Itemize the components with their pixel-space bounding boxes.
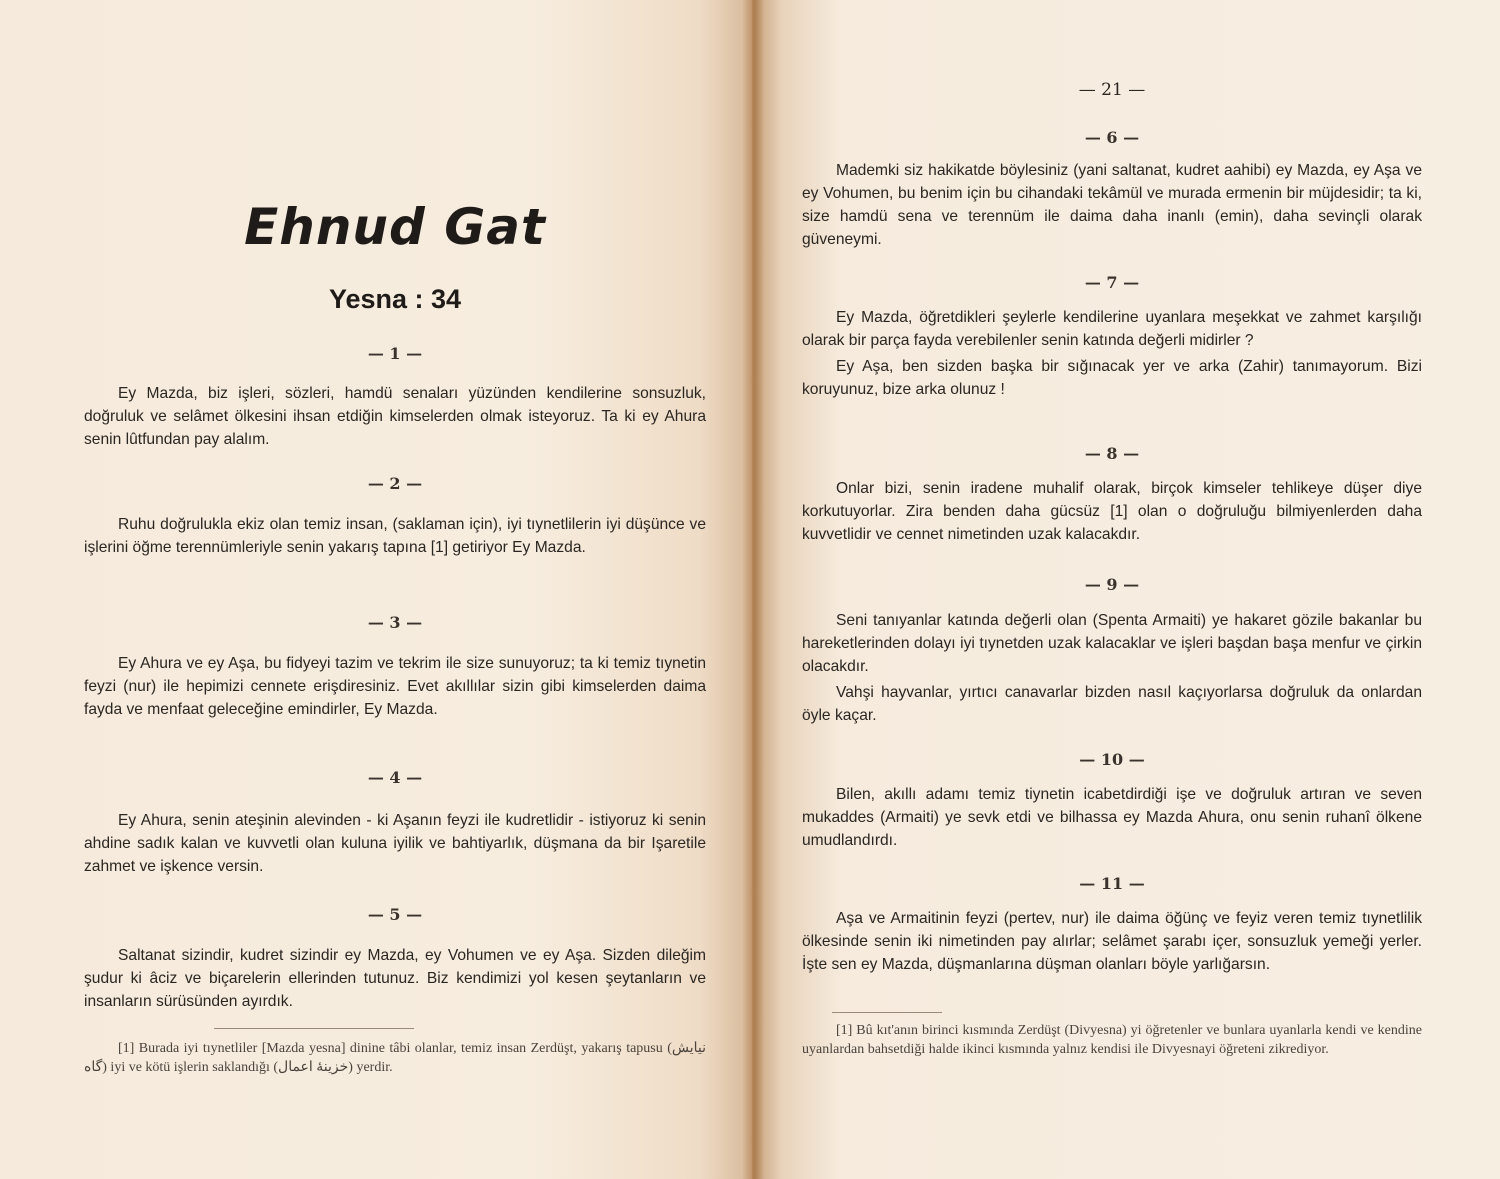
footnote: [1] Burada iyi tıynetliler [Mazda yesna] dinine tâbi olanlar, temiz insan Zerdüşt, yakarış tapusu (نيايش گاه) iyi ve kötü işlerin saklandığı (خزينهٔ اعمال) yerdir.	[84, 1041, 706, 1075]
footnote-block	[802, 1012, 1422, 1059]
section-paragraph: Vahşi hayvanlar, yırtıcı canavarlar bizden nasıl kaçıyorlarsa doğruluk da onlardan öyle kaçar.	[802, 684, 1422, 724]
section-paragraph: Ey Mazda, biz işleri, sözleri, hamdü senaları yüzünden kendilerine sonsuzluk, doğruluk ve selâmet ölkesini ihsan etdiğin kimselerden olmak isteyoruz. Ta ki ey Ahura senin lûtfundan pay alalım.	[84, 385, 706, 448]
section-heading: — 5 —	[367, 905, 423, 924]
section-heading: — 4 —	[367, 768, 423, 787]
section-10	[802, 750, 1422, 852]
section-heading: — 9 —	[1084, 575, 1140, 594]
section-1	[84, 344, 706, 451]
section-heading: — 2 —	[367, 474, 423, 493]
footnote-block	[84, 1028, 706, 1077]
section-heading: — 7 —	[1084, 273, 1140, 292]
page-number: — 21 —	[1078, 80, 1146, 100]
section-paragraph: Seni tanıyanlar katında değerli olan (Spenta Armaiti) ye hakaret gözile bakanlar bu hareketlerinden dolayı iyi tıynetden uzak kalacaklar ve işleri başdan başa menfur ve çirkin olacakdır.	[802, 612, 1422, 675]
section-6	[802, 128, 1422, 251]
section-paragraph: Ey Ahura ve ey Aşa, bu fidyeyi tazim ve tekrim ile size sunuyoruz; ta ki temiz tıynetin feyzi (nur) ile hepimizi cennete erişdiresiniz. Evet akıllılar sizin gibi kimselerden daima fayda ve menfaat geleceğine emindirler, Ey Mazda.	[84, 655, 706, 718]
section-paragraph: Onlar bizi, senin iradene muhalif olarak, birçok kimseler tehlikeye düşer diye korkutuyorlar. Zira benden daha gücsüz [1] olan o doğruluğu bilmiyenlerden daha kuvvetlidir ve cennet nimetinden uzak kalacakdır.	[802, 480, 1422, 543]
section-8	[802, 444, 1422, 546]
section-2	[84, 474, 706, 559]
section-heading: — 1 —	[367, 344, 423, 363]
book-title: Ehnud Gat	[244, 198, 546, 256]
section-heading: — 10 —	[1079, 750, 1145, 769]
book-gutter	[742, 0, 764, 1179]
book-subtitle: Yesna : 34	[328, 284, 462, 314]
section-heading: — 11 —	[1079, 874, 1145, 893]
section-heading: — 8 —	[1084, 444, 1140, 463]
section-4	[84, 768, 706, 878]
section-paragraph: Ey Aşa, ben sizden başka bir sığınacak yer ve arka (Zahir) tanımayorum. Bizi koruyunuz, bize arka olunuz !	[802, 358, 1422, 398]
right-page	[752, 0, 1500, 1179]
section-paragraph: Bilen, akıllı adamı temiz tiynetin icabetdirdiği işe ve doğruluk artıran ve seven mukaddes (Armaiti) ye sevk etdi ve bilhassa ey Mazda Ahura, onu senin ruhanî ölkene umudlandırdı.	[802, 786, 1422, 849]
section-paragraph: Aşa ve Armaitinin feyzi (pertev, nur) ile daima öğünç ve feyiz veren temiz tıynetlilik ölkesinde senin iki nimetinden pay alırlar; selâmet şarabı içer, sonsuzluk yemeği yerler. İşte sen ey Mazda, düşmanlarına düşman olanları böyle yarlığarsın.	[802, 910, 1422, 973]
section-paragraph: Mademki siz hakikatde böylesiniz (yani saltanat, kudret aahibi) ey Mazda, ey Aşa ve ey Vohumen, bu benim için bu cihandaki tekâmül ve murada ermenin bir müjdesidir; ta ki, size hamdü sena ve terennüm ile daima daha inanlı (emin), daha sevinçli olarak güveneymi.	[802, 162, 1422, 248]
section-3	[84, 613, 706, 721]
section-paragraph: Ruhu doğrulukla ekiz olan temiz insan, (saklaman için), iyi tıynetlilerin iyi düşünce ve işlerini öğme terennümleriyle senin yakarış tapına [1] getiriyor Ey Mazda.	[84, 516, 706, 556]
section-paragraph: Saltanat sizindir, kudret sizindir ey Mazda, ey Vohumen ve ey Aşa. Sizden dileğim şudur ki âciz ve biçarelerin ellerinden tutunuz. Biz kendimizi yol kesen şeytanların ve insanların sürüsünden ayırdık.	[84, 947, 706, 1010]
section-9	[802, 575, 1422, 727]
section-paragraph: Ey Mazda, öğretdikleri şeylerle kendilerine uyanlara meşekkat ve zahmet karşılığı olarak bir parça fayda verebilenler senin katında değerli midirler ?	[802, 309, 1422, 349]
section-heading: — 3 —	[367, 613, 423, 632]
footnote: [1] Bû kıt'anın birinci kısmında Zerdüşt (Divyesna) yi öğretenler ve bunlara uyanlarla kendi ve kendine uyanlardan bahsetdiği halde ikinci kısmında yalnız kendisi ile Divyesnayi öğreteni zikrediyor.	[802, 1023, 1422, 1057]
section-7	[802, 273, 1422, 401]
section-paragraph: Ey Ahura, senin ateşinin alevinden - ki Aşanın feyzi ile kudretlidir - istiyoruz ki senin ahdine sadık kalan ve kuvvetli olan kuluna iyilik ve bahtiyarlık, düşmana da bir Işaretile zahmet ve işkence versin.	[84, 812, 706, 875]
section-11	[802, 874, 1422, 976]
section-heading: — 6 —	[1084, 128, 1140, 147]
section-5	[84, 905, 706, 1013]
